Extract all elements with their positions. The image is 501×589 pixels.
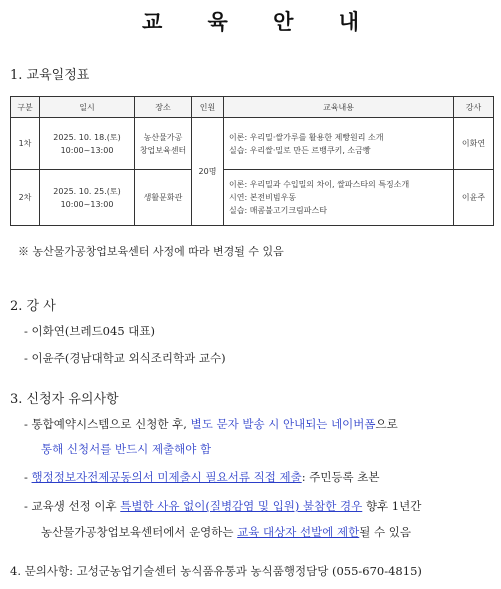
content-line: 실습: 매콤불고기크림파스타 xyxy=(229,206,327,215)
table-row xyxy=(11,170,494,226)
notice-highlight: 교육 대상자 선발에 제한 xyxy=(237,525,360,539)
notice-item-3-cont xyxy=(41,524,411,540)
cell-place-line2: 창업보육센터 xyxy=(139,145,187,155)
notice-text: 될 수 있음 xyxy=(359,525,411,539)
header-capacity: 인원 xyxy=(192,97,224,118)
section3-heading: 3. 신청자 유의사항 xyxy=(10,392,119,407)
header-date: 일시 xyxy=(40,97,135,118)
section2-heading: 2. 강 사 xyxy=(10,299,56,314)
instructor-item: - 이윤주(경남대학교 외식조리학과 교수) xyxy=(24,351,226,365)
notice-text: 농산물가공창업보육센터에서 운영하는 xyxy=(41,525,238,539)
notice-text: 향후 1년간 xyxy=(362,499,422,513)
notice-item-1 xyxy=(24,416,398,432)
header-place: 장소 xyxy=(135,97,192,118)
cell-instructor: 이윤주 xyxy=(454,170,494,226)
header-instructor: 강사 xyxy=(454,97,494,118)
cell-place xyxy=(135,118,192,170)
header-round: 구분 xyxy=(11,97,40,118)
cell-time: 10:00~13:00 xyxy=(60,145,114,155)
notice-highlight: 통해 신청서를 반드시 제출해야 함 xyxy=(41,442,212,456)
notice-text: : 주민등록 초본 xyxy=(301,470,380,484)
cell-date: 2025. 10. 25.(토) xyxy=(53,186,121,196)
cell-datetime xyxy=(40,118,135,170)
section4-contact: 4. 문의사항: 고성군농업기술센터 농식품유통과 농식품행정담당 (055-670-4815) xyxy=(10,564,422,578)
instructor-item: - 이화연(브레드045 대표) xyxy=(24,324,155,338)
content-line: 이론: 우리밀과 수입밀의 차이, 쌀파스타의 특징소개 xyxy=(229,180,410,189)
cell-place: 생활문화관 xyxy=(135,170,192,226)
notice-item-3 xyxy=(24,498,421,514)
table-header-row xyxy=(11,97,494,118)
header-content: 교육내용 xyxy=(224,97,454,118)
notice-highlight: 별도 문자 발송 시 안내되는 네이버폼 xyxy=(190,417,376,431)
cell-datetime xyxy=(40,170,135,226)
page-title: 교 육 안 내 xyxy=(141,9,379,34)
cell-round: 2차 xyxy=(11,170,40,226)
content-line: 시연: 본전비빔우동 xyxy=(229,193,297,202)
table-row xyxy=(11,118,494,170)
content-line: 이론: 우리밀·쌀가루를 활용한 제빵원리 소개 xyxy=(229,132,384,142)
notice-text: - xyxy=(24,470,32,484)
schedule-change-note: ※ 농산물가공창업보육센터 사정에 따라 변경될 수 있음 xyxy=(18,245,284,258)
schedule-table xyxy=(10,96,494,226)
cell-content xyxy=(224,118,454,170)
notice-item-2 xyxy=(24,469,380,485)
cell-time: 10:00~13:00 xyxy=(60,199,114,209)
cell-date: 2025. 10. 18.(토) xyxy=(53,132,121,142)
notice-item-1-cont xyxy=(41,441,211,457)
content-line: 실습: 우리쌀·밀로 만든 르뱅쿠키, 소금빵 xyxy=(229,145,371,155)
notice-highlight: 행정정보자전제공동의서 미제출시 필요서류 직접 제출 xyxy=(31,470,302,484)
notice-text: - 교육생 선정 이후 xyxy=(24,499,121,513)
cell-place-line1: 농산물가공 xyxy=(143,132,183,142)
cell-instructor: 이화연 xyxy=(454,118,494,170)
section1-heading: 1. 교육일정표 xyxy=(10,68,90,83)
cell-round: 1차 xyxy=(11,118,40,170)
notice-text: - 통합예약시스템으로 신청한 후, xyxy=(24,417,191,431)
notice-highlight: 특별한 사유 없이(질병감염 및 입원) 불참한 경우 xyxy=(120,499,363,513)
cell-content xyxy=(224,170,454,226)
notice-text: 으로 xyxy=(375,417,398,431)
cell-capacity: 20명 xyxy=(192,118,224,226)
